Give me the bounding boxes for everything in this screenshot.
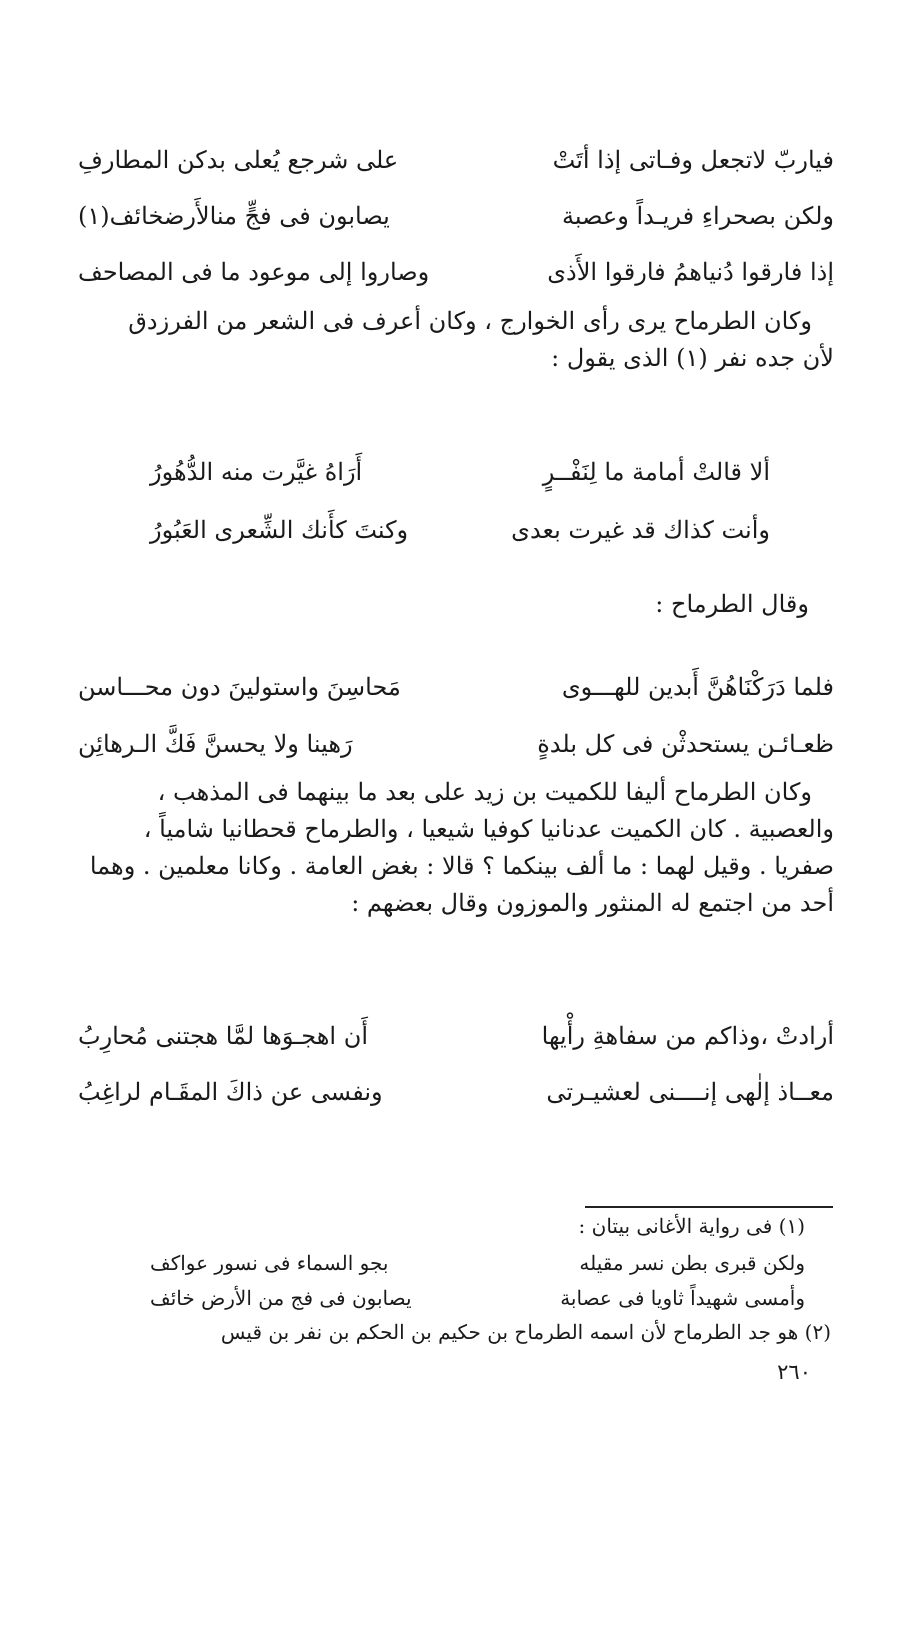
verse-first-hemistich: معــاذ إلٰهى إنــــنى لعشيـرتى <box>546 1078 834 1106</box>
verse-second-hemistich: رَهينا ولا يحسنَّ فَكَّ الـرهائِن <box>78 730 353 758</box>
footnote-verse-line <box>150 1281 805 1315</box>
footnote-1-intro: (١) فى رواية الأغانى بيتان : <box>578 1214 805 1238</box>
verse-second-hemistich: بجو السماء فى نسور عواكف <box>150 1251 389 1275</box>
verse-second-hemistich: وكنتَ كأَنك الشِّعرى العَبُورُ <box>150 516 409 544</box>
verse-second-hemistich: أَرَاهُ غيَّرت منه الدُّهُورُ <box>150 458 363 486</box>
section-heading: وقال الطرماح : <box>655 590 809 618</box>
verse-line <box>78 1070 834 1114</box>
verse-line <box>150 450 770 494</box>
verse-line <box>78 250 834 294</box>
verse-first-hemistich: وأمسى شهيداً ثاويا فى عصابة <box>560 1286 805 1310</box>
verse-first-hemistich: فلما دَرَكْنَاهُنَّ أَبدين للهـــوى <box>561 673 834 701</box>
verse-second-hemistich: وصاروا إلى موعود ما فى المصاحف <box>78 258 430 286</box>
verse-line <box>78 138 834 182</box>
verse-line <box>150 508 770 552</box>
verse-second-hemistich: مَحاسِنَ واستولينَ دون محـــاسن <box>78 673 401 701</box>
prose-line: لأن جده نفر (١) الذى يقول : <box>551 344 834 372</box>
verse-first-hemistich: ولكن قبرى بطن نسر مقيله <box>579 1251 805 1275</box>
verse-first-hemistich: وأنت كذاك قد غيرت بعدى <box>511 516 770 544</box>
footnote-verse-line <box>150 1246 805 1280</box>
prose-line: صفريا . وقيل لهما : ما ألف بينكما ؟ قالا : بغض العامة . وكانا معلمين . وهما <box>89 852 834 880</box>
prose-paragraph <box>78 774 834 922</box>
prose-paragraph <box>78 303 834 377</box>
verse-first-hemistich: ألا قالتْ أمامة ما لِنَفْــرٍ <box>542 458 770 486</box>
verse-second-hemistich: أَن اهجـوَها لمَّا هجتنى مُحارِبُ <box>78 1022 369 1050</box>
verse-second-hemistich: يصابون فى فج من الأرض خائف <box>150 1286 412 1310</box>
footnote-divider <box>585 1206 833 1208</box>
verse-line <box>78 722 834 766</box>
footnote-2: (٢) هو جد الطرماح لأن اسمه الطرماح بن حكيم بن الحكم بن نفر بن قيس <box>220 1320 831 1344</box>
prose-line: والعصبية . كان الكميت عدنانيا كوفيا شيعيا ، والطرماح قحطانيا شامياً ، <box>143 815 834 843</box>
verse-first-hemistich: ولكن بصحراءِ فريـداً وعصبة <box>561 202 834 230</box>
verse-second-hemistich: على شرجع يُعلى بدكن المطارفِ <box>78 146 399 174</box>
page-number: ٢٦٠ <box>777 1360 811 1384</box>
verse-first-hemistich: أرادتْ ،وذاكم من سفاهةِ رأْيها <box>541 1022 834 1050</box>
verse-first-hemistich: إذا فارقوا دُنياهمُ فارقوا الأَذى <box>547 258 834 286</box>
verse-line <box>78 665 834 709</box>
verse-first-hemistich: ظعـائـن يستحدثْن فى كل بلدةٍ <box>537 730 834 758</box>
verse-first-hemistich: فياربّ لاتجعل وفـاتى إذا أتَتْ <box>552 146 834 174</box>
verse-second-hemistich: يصابون فى فجٍّ منالأَرضخائف(١) <box>78 202 390 230</box>
verse-line <box>78 1014 834 1058</box>
verse-line <box>78 194 834 238</box>
prose-line: أحد من اجتمع له المنثور والموزون وقال بعضهم : <box>351 889 834 917</box>
prose-line: وكان الطرماح أليفا للكميت بن زيد على بعد ما بينهما فى المذهب ، <box>157 778 812 806</box>
verse-second-hemistich: ونفسى عن ذاكَ المقَـام لراغِبُ <box>78 1078 383 1106</box>
prose-line: وكان الطرماح يرى رأى الخوارج ، وكان أعرف فى الشعر من الفرزدق <box>128 307 812 335</box>
